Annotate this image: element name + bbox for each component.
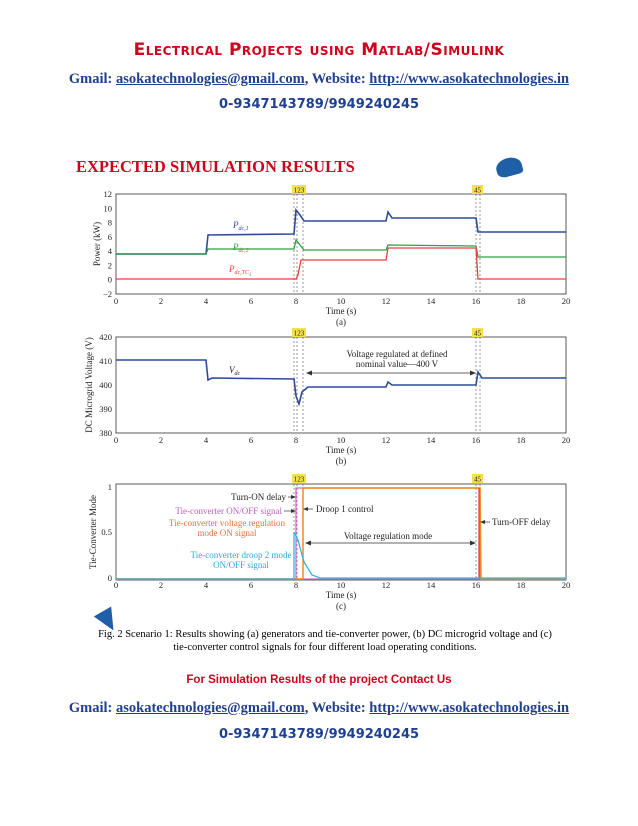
label-pdc2: $P_{dc,2}$ xyxy=(233,242,249,254)
panel-b-yticks xyxy=(99,332,112,438)
series-pdc1 xyxy=(116,210,566,254)
contact-line: For Simulation Results of the project Contact Us xyxy=(186,674,452,686)
ytick: 6 xyxy=(107,231,112,242)
label-droop2-line1: Tie-converter droop 2 mode xyxy=(190,550,292,560)
panel-a xyxy=(92,185,570,327)
panel-b xyxy=(84,328,570,466)
panel-a-panel-label: (a) xyxy=(336,317,346,327)
ytick: 8 xyxy=(107,217,112,228)
panel-c-yticks xyxy=(101,482,112,583)
xtick: 8 xyxy=(293,296,299,306)
series-droop2 xyxy=(116,532,566,579)
ytick: 0 xyxy=(107,274,112,285)
xtick: 4 xyxy=(203,435,209,445)
gmail-label: Gmail: xyxy=(68,71,117,87)
label-vreg-line1: Tie-converter voltage regulation xyxy=(168,518,286,528)
label-droop2-line2: ON/OFF signal xyxy=(213,560,269,570)
xtick: 16 xyxy=(471,580,481,590)
label-vdc: $V_{dc}$ xyxy=(229,365,241,377)
footer-phone: 0-9347143789/9949240245 xyxy=(218,727,420,742)
series-vreg xyxy=(116,488,566,579)
xtick: 16 xyxy=(471,296,481,306)
xtick: 14 xyxy=(426,435,436,445)
ytick: 390 xyxy=(99,404,112,414)
xtick: 10 xyxy=(336,580,346,590)
ytick: 0.5 xyxy=(101,527,112,537)
ytick: −2 xyxy=(102,289,112,299)
marker-45: 45 xyxy=(474,186,481,195)
website-label: , Website: xyxy=(304,71,370,87)
xtick: 2 xyxy=(158,580,164,590)
gmail-link[interactable]: asokatechnologies@gmail.com xyxy=(116,71,305,87)
label-vreg-mode: Voltage regulation mode xyxy=(343,531,433,541)
xtick: 8 xyxy=(293,580,299,590)
gmail-link[interactable]: asokatechnologies@gmail.com xyxy=(116,700,305,716)
xtick: 6 xyxy=(248,580,254,590)
series-pdctc xyxy=(116,248,566,279)
panel-a-xticks xyxy=(114,296,570,306)
panel-b-xlabel: Time (s) xyxy=(325,445,357,455)
section-title: EXPECTED SIMULATION RESULTS xyxy=(76,157,355,176)
xtick: 20 xyxy=(561,435,571,445)
series-vdc xyxy=(116,360,566,404)
marker-123: 123 xyxy=(293,329,305,338)
label-turn-off-delay: Turn-OFF delay xyxy=(492,517,551,527)
xtick: 12 xyxy=(381,435,391,445)
ytick: 4 xyxy=(107,246,112,257)
panel-a-xlabel: Time (s) xyxy=(325,306,357,316)
ytick: 420 xyxy=(99,332,112,342)
panel-b-axes xyxy=(116,337,566,433)
label-onoff-signal: Tie-converter ON/OFF signal xyxy=(175,506,282,516)
xtick: 0 xyxy=(113,296,119,306)
xtick: 12 xyxy=(381,296,391,306)
ytick: 380 xyxy=(99,428,112,438)
panel-c-xticks xyxy=(114,580,570,590)
marker-45: 45 xyxy=(474,475,481,484)
xtick: 18 xyxy=(516,435,526,445)
xtick: 18 xyxy=(516,296,526,306)
series-pdc2 xyxy=(116,240,566,257)
header-contact-line xyxy=(0,71,638,88)
panel-c-axes xyxy=(116,484,566,580)
ytick: 400 xyxy=(99,380,112,390)
xtick: 6 xyxy=(248,296,254,306)
panel-c-ylabel: Tie-Converter Mode xyxy=(88,495,98,569)
simulation-figure xyxy=(60,182,590,614)
xtick: 4 xyxy=(203,580,209,590)
xtick: 10 xyxy=(336,435,346,445)
xtick: 18 xyxy=(516,580,526,590)
xtick: 6 xyxy=(248,435,254,445)
footer-contact-line xyxy=(0,700,638,717)
label-pdc1: $P_{dc,1}$ xyxy=(233,220,249,232)
xtick: 12 xyxy=(381,580,391,590)
xtick: 10 xyxy=(336,296,346,306)
marker-123: 123 xyxy=(293,475,305,484)
label-pdctc: $P_{dc,TC1}$ xyxy=(229,264,252,278)
panel-a-yticks xyxy=(103,189,113,299)
panel-a-ylabel: Power (kW) xyxy=(92,221,102,267)
xtick: 20 xyxy=(561,296,571,306)
xtick: 2 xyxy=(158,435,164,445)
ytick: 410 xyxy=(99,356,112,366)
website-link[interactable]: http://www.asokatechnologies.in xyxy=(369,700,570,716)
label-vreg-line2: mode ON signal xyxy=(197,528,257,538)
xtick: 14 xyxy=(426,296,436,306)
page-title: Electrical Projects using Matlab/Simulink xyxy=(133,40,505,60)
xtick: 8 xyxy=(293,435,299,445)
marker-123: 123 xyxy=(293,186,305,195)
panel-c-xlabel: Time (s) xyxy=(325,590,357,600)
figure-caption: Fig. 2 Scenario 1: Results showing (a) generators and tie-converter power, (b) DC microgrid voltage and (c) tie-converter control signals for four different load operating conditions. xyxy=(98,629,552,653)
header-phone: 0-9347143789/9949240245 xyxy=(218,97,420,112)
panel-b-panel-label: (b) xyxy=(335,456,347,466)
annotation-voltage-line2: nominal value—400 V xyxy=(355,359,439,369)
panel-b-ylabel: DC Microgrid Voltage (V) xyxy=(84,337,94,433)
ytick: 10 xyxy=(103,203,112,214)
ytick: 2 xyxy=(107,260,112,271)
ytick: 0 xyxy=(107,573,112,583)
xtick: 16 xyxy=(471,435,481,445)
xtick: 0 xyxy=(113,435,119,445)
label-droop1: Droop 1 control xyxy=(316,504,374,514)
label-turn-on-delay: Turn-ON delay xyxy=(231,492,286,502)
xtick: 0 xyxy=(113,580,119,590)
ytick: 12 xyxy=(103,189,112,199)
blue-shape-icon xyxy=(494,155,524,179)
xtick: 4 xyxy=(203,296,209,306)
ytick: 1 xyxy=(107,482,112,492)
xtick: 14 xyxy=(426,580,436,590)
panel-c-panel-label: (c) xyxy=(336,601,346,611)
panel-c xyxy=(88,474,570,611)
gmail-label: Gmail: xyxy=(68,700,117,716)
annotation-voltage-line1: Voltage regulated at defined xyxy=(346,349,448,359)
marker-45: 45 xyxy=(474,329,481,338)
xtick: 20 xyxy=(561,580,571,590)
xtick: 2 xyxy=(158,296,164,306)
website-link[interactable]: http://www.asokatechnologies.in xyxy=(369,71,570,87)
website-label: , Website: xyxy=(304,700,370,716)
panel-b-xticks xyxy=(114,435,570,445)
